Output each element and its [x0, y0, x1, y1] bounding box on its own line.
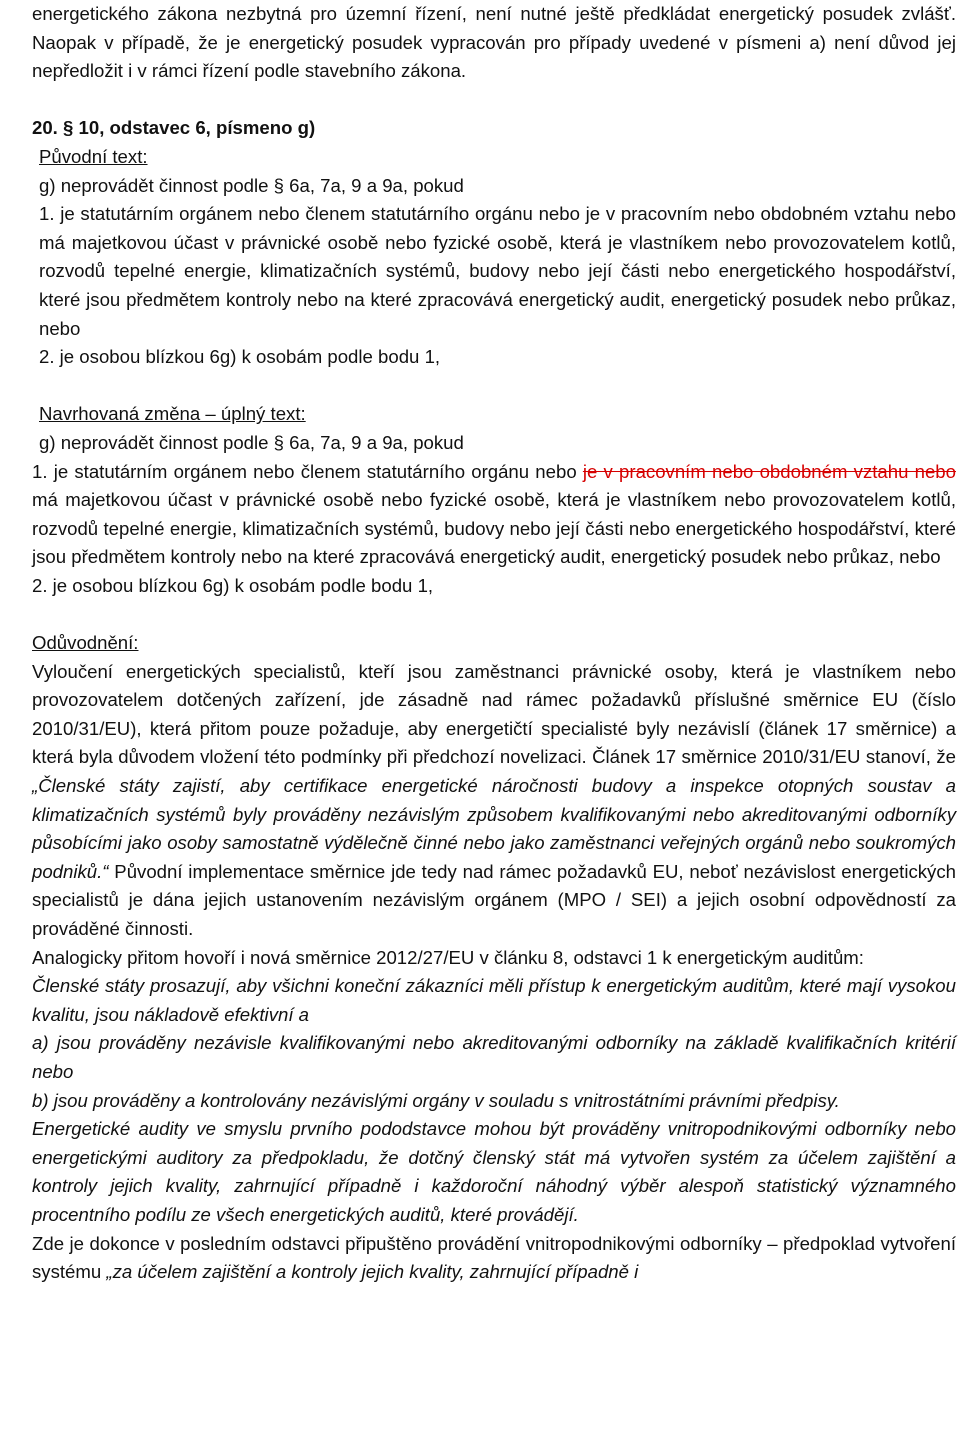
justification-paragraph-7 — [32, 1230, 956, 1287]
quote-paragraph-4 — [32, 1029, 956, 1086]
struck-text: je v pracovním nebo obdobném vztahu nebo — [582, 460, 956, 482]
original-text-label: Původní text: — [39, 145, 148, 167]
intro-paragraph: energetického zákona nezbytná pro územní řízení, není nutné ještě předkládat energetický posudek zvlášť. Naopak v případě, že je energetický posudek vypracován pro případy uvedené v písmeni a) není důvod jej nepředložit i v rámci řízení podle stavebního zákona. — [32, 3, 956, 82]
justification-paragraph-2: Analogicky přitom hovoří i nová směrnice 2012/27/EU v článku 8, odstavci 1 k energetickým auditům: — [32, 946, 864, 968]
spacer — [39, 372, 956, 401]
quote-paragraph-6 — [32, 1115, 956, 1229]
proposed-item-1 — [32, 458, 956, 572]
quote-paragraph-5 — [32, 1087, 956, 1116]
justification-p1-start: Vyloučení energetických specialistů, kteří jsou zaměstnanci právnické osoby, která je vlastníkem nebo provozovatelem dotčených zařízení, jde zásadně nad rámec požadavků příslušné směrnice EU (číslo 2010/31/EU), která přitom pouze požaduje, aby energetičtí specialisté byly nezávislí (článek 17 směrnice) a která byla důvodem vložení této podmínky při předchozí novelizaci. Článek 17 směrnice 2010/31/EU stanoví, že — [32, 660, 956, 768]
spacer — [32, 600, 956, 629]
justification-p1-end: Původní implementace směrnice jde tedy nad rámec požadavků EU, neboť nezávislost energetických specialistů je dána jejich ustanovením nezávislým orgánem (MPO / SEI) a jejich osobní odpovědností za prováděné činnosti. — [32, 860, 956, 939]
proposed-item-1-start: 1. je statutárním orgánem nebo členem statutárního orgánu nebo — [32, 460, 583, 482]
proposed-item-2: 2. je osobou blízkou 6g) k osobám podle bodu 1, — [32, 574, 434, 596]
original-item-g: g) neprovádět činnost podle § 6a, 7a, 9 a 9a, pokud — [39, 174, 464, 196]
proposed-change-label: Navrhovaná změna – úplný text: — [39, 403, 306, 425]
quote-paragraph-3 — [32, 972, 956, 1029]
justification-p7-start: Zde je dokonce v posledním odstavci připuštěno provádění vnitropodnikovými odborníky – předpoklad vytvoření systému — [32, 1232, 956, 1283]
justification-label: Odůvodnění: — [32, 632, 139, 654]
directive-quote: „Členské státy zajistí, aby certifikace energetické náročnosti budovy a inspekce otopných soustav a klimatizačních systémů byly prováděny nezávislým způsobem kvalifikovanými nebo akreditovanými odborníky působícími jako osoby samostatně výdělečně činné nebo jako zaměstnanci veřejných orgánů nebo soukromých podniků.“ — [32, 775, 956, 882]
spacer — [32, 86, 956, 115]
original-item-1: 1. je statutárním orgánem nebo členem statutárního orgánu nebo je v pracovním nebo obdobném vztahu nebo má majetkovou účast v právnické osobě nebo fyzické osobě, která je vlastníkem nebo provozovatelem kotlů, rozvodů tepelné energie, klimatizačních systémů, budovy nebo její části nebo energetického hospodářství, které jsou předmětem kontroly nebo na které zpracovává energetický audit, energetický posudek nebo průkaz, nebo — [39, 203, 956, 339]
quote-text: Energetické audity ve smyslu prvního pododstavce mohou být prováděny vnitropodnikovými odborníky nebo energetickými auditory za předpokladu, že dotčný členský stát má vytvořen systém za účelem zajištění a kontroly jejich kvality, zahrnující případně i každoroční náhodný výběr alespoň statistický významného procentního podílu ze všech energetických auditů, které provádějí. — [32, 1118, 956, 1225]
quote-text: a) jsou prováděny nezávisle kvalifikovanými nebo akreditovanými odborníky na základě kvalifikačních kritérií nebo — [32, 1032, 956, 1082]
quote-text: „za účelem zajištění a kontroly jejich kvality, zahrnující případně i — [106, 1261, 639, 1283]
quote-text: b) jsou prováděny a kontrolovány nezávislými orgány v souladu s vnitrostátními právními předpisy. — [32, 1089, 840, 1111]
original-item-2: 2. je osobou blízkou 6g) k osobám podle bodu 1, — [39, 346, 441, 368]
original-text-block — [32, 143, 956, 458]
justification-paragraph-1 — [32, 658, 956, 944]
section-heading: 20. § 10, odstavec 6, písmeno g) — [32, 117, 316, 139]
proposed-item-1-end: má majetkovou účast v právnické osobě nebo fyzické osobě, která je vlastníkem nebo provozovatelem kotlů, rozvodů tepelné energie, klimatizačních systémů, budovy nebo její části nebo energetického hospodářství, které jsou předmětem kontroly nebo na které zpracovává energetický audit, energetický posudek nebo průkaz, nebo — [32, 489, 956, 568]
quote-text: Členské státy prosazují, aby všichni koneční zákazníci měli přístup k energetickým auditům, které mají vysokou kvalitu, jsou nákladově efektivní a — [32, 975, 956, 1025]
proposed-item-g: g) neprovádět činnost podle § 6a, 7a, 9 a 9a, pokud — [39, 431, 464, 453]
